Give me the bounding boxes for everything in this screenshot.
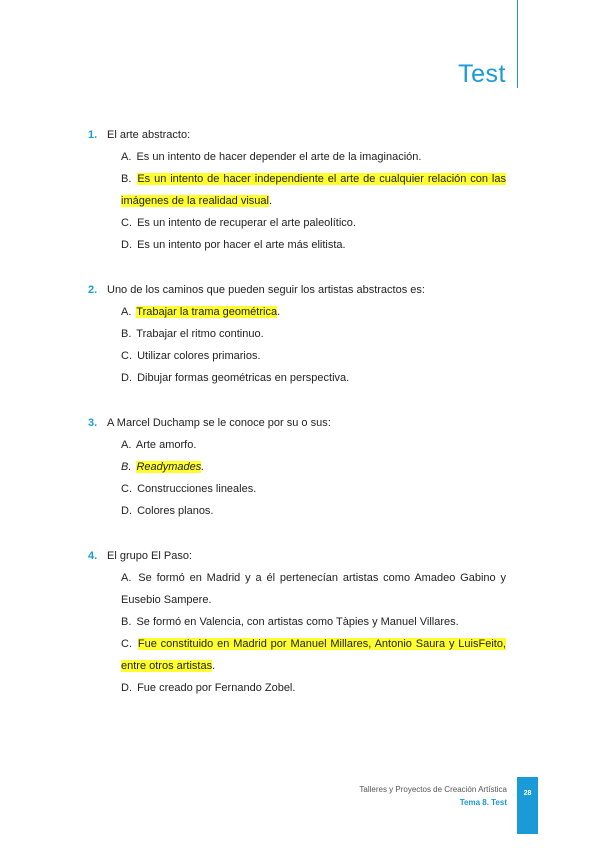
option-letter: C. xyxy=(121,483,132,495)
highlighted-answer: Es un intento de hacer independiente el arte de cualquier relación con las imágenes de la realidad visual xyxy=(121,173,506,207)
option-text: Es un intento de recuperar el arte paleolítico. xyxy=(137,217,356,229)
option-text: Arte amorfo. xyxy=(135,439,197,451)
option-b xyxy=(121,456,506,478)
option-letter: C. xyxy=(121,350,132,362)
question-text: El grupo El Paso: xyxy=(107,550,192,562)
option-letter: B. xyxy=(121,328,132,340)
option-letter: A. xyxy=(121,572,132,584)
question-number: 3. xyxy=(88,417,98,429)
question-text: Uno de los caminos que pueden seguir los artistas abstractos es: xyxy=(107,284,425,296)
option-letter: C. xyxy=(121,217,132,229)
option-letter: B. xyxy=(121,461,132,473)
option-b xyxy=(121,168,506,212)
highlighted-answer: Trabajar la trama geométrica xyxy=(136,306,278,318)
option-letter: D. xyxy=(121,682,132,694)
option-tail: . xyxy=(277,306,281,318)
question-number: 4. xyxy=(88,550,98,562)
option-b xyxy=(121,611,506,633)
question-text: El arte abstracto: xyxy=(107,129,191,141)
option-text: Construcciones lineales. xyxy=(137,483,257,495)
question-stem xyxy=(88,549,192,563)
question-stem xyxy=(88,128,190,142)
option-text: Dibujar formas geométricas en perspectiva. xyxy=(137,372,350,384)
option-letter: B. xyxy=(121,616,132,628)
option-text: Es un intento por hacer el arte más elitista. xyxy=(137,239,346,251)
option-letter: A. xyxy=(121,151,132,163)
option-text: Se formó en Valencia, con artistas como Tàpies y Manuel Villares. xyxy=(136,616,459,628)
header-rule xyxy=(517,0,518,88)
highlighted-answer: Fue constituido en Madrid por Manuel Millares, Antonio Saura y LuisFeito, entre otros artistas xyxy=(121,638,506,672)
question-stem xyxy=(88,283,425,297)
option-tail: . xyxy=(212,660,216,672)
page-number-tab xyxy=(517,777,538,834)
question-number: 1. xyxy=(88,129,98,141)
option-letter: D. xyxy=(121,239,132,251)
option-tail: . xyxy=(201,461,205,473)
question-number: 2. xyxy=(88,284,98,296)
option-a xyxy=(121,301,506,323)
option-letter: D. xyxy=(121,372,132,384)
page-title: Test xyxy=(458,60,506,88)
option-text: Fue creado por Fernando Zobel. xyxy=(137,682,296,694)
option-c xyxy=(121,478,506,500)
option-text: Es un intento de hacer depender el arte de la imaginación. xyxy=(136,151,422,163)
option-letter: D. xyxy=(121,505,132,517)
option-text: Colores planos. xyxy=(137,505,214,517)
option-a xyxy=(121,434,506,456)
option-c xyxy=(121,633,506,677)
option-a xyxy=(121,146,506,168)
highlighted-answer: Readymades xyxy=(136,461,202,473)
question-stem xyxy=(88,416,331,430)
option-tail: . xyxy=(268,195,273,207)
option-d xyxy=(121,500,506,522)
footer-book-title: Talleres y Proyectos de Creación Artística xyxy=(359,785,507,794)
option-d xyxy=(121,367,506,389)
option-a xyxy=(121,567,506,611)
option-c xyxy=(121,212,506,234)
option-letter: C. xyxy=(121,638,132,650)
page-number: 28 xyxy=(523,790,532,797)
footer-topic: Tema 8. Test xyxy=(459,798,507,807)
option-letter: B. xyxy=(121,173,132,185)
option-text: Se formó en Madrid y a él pertenecían artistas como Amadeo Gabino y Eusebio Sampere. xyxy=(121,572,507,606)
question-text: A Marcel Duchamp se le conoce por su o sus: xyxy=(107,417,331,429)
option-d xyxy=(121,234,506,256)
option-letter: A. xyxy=(121,306,132,318)
option-d xyxy=(121,677,506,699)
option-b xyxy=(121,323,506,345)
option-text: Utilizar colores primarios. xyxy=(137,350,261,362)
option-letter: A. xyxy=(121,439,132,451)
option-text: Trabajar el ritmo continuo. xyxy=(136,328,264,340)
option-c xyxy=(121,345,506,367)
